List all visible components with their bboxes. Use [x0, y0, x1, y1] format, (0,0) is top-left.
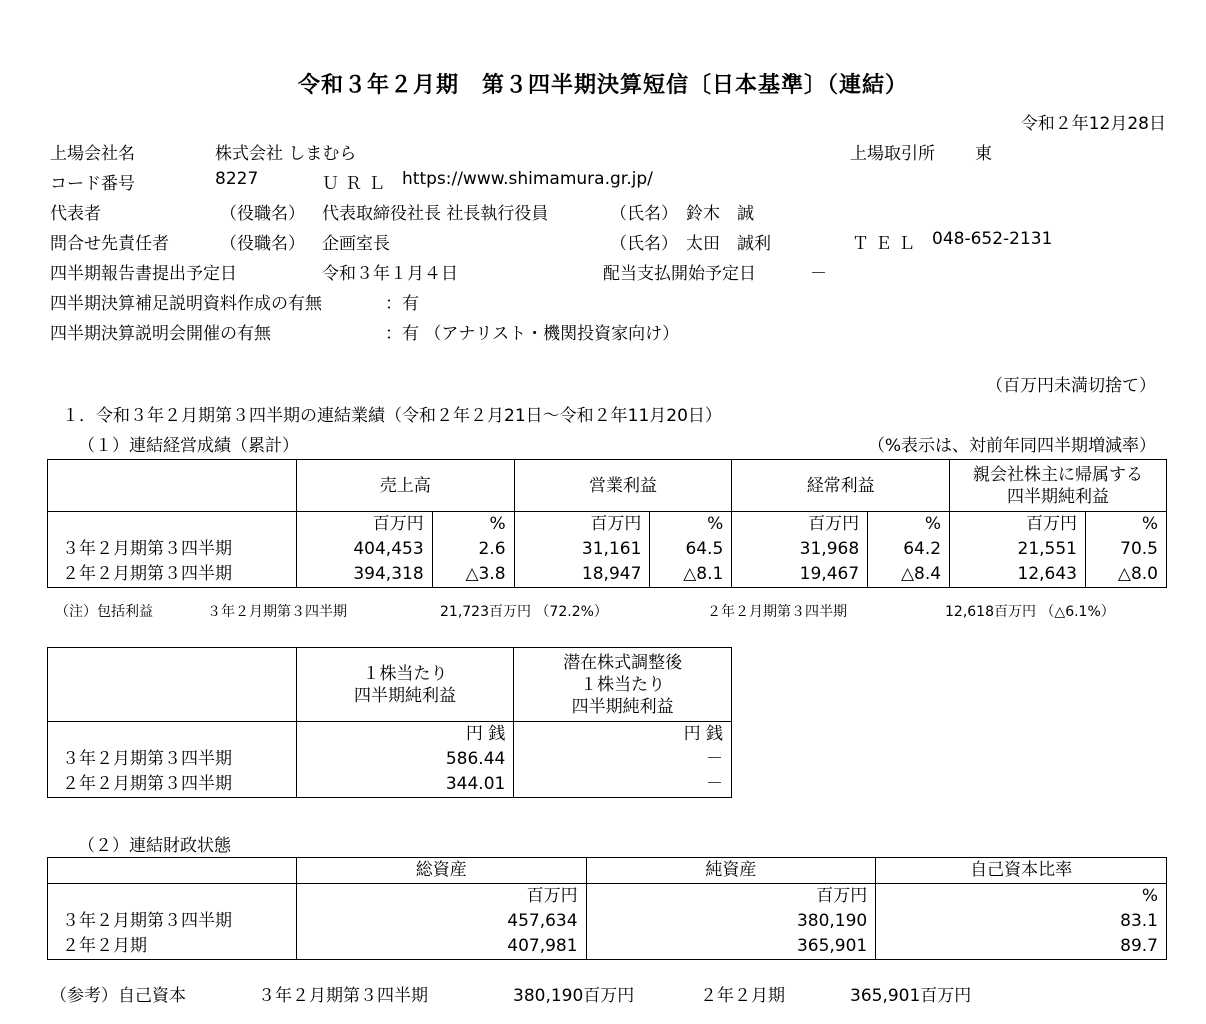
url-label: ＵＲＬ: [322, 174, 391, 194]
rep-name: 鈴木 誠: [686, 204, 754, 224]
unit-cell: 百万円: [514, 512, 650, 538]
header-net-assets: 純資産: [586, 858, 876, 884]
header-eps: １株当たり 四半期純利益: [296, 648, 514, 722]
supplementary-value: ：有: [385, 294, 419, 314]
tel-value: 048-652-2131: [932, 229, 1053, 249]
section1-subheading: （１）連結経営成績（累計）: [78, 436, 299, 456]
note-label: （注）包括利益: [55, 604, 153, 620]
unit-cell: %: [432, 512, 514, 538]
header-equity-ratio: 自己資本比率: [876, 858, 1167, 884]
report-date-value: 令和３年１月４日: [322, 264, 458, 284]
page-title: 令和３年２月期 第３四半期決算短信〔日本基準〕（連結）: [297, 73, 908, 98]
note-value-2: 12,618百万円 （△6.1%）: [945, 604, 1115, 620]
report-date: 令和２年12月28日: [1020, 114, 1166, 134]
supplementary-label: 四半期決算補足説明資料作成の有無: [50, 294, 322, 314]
contact-title: 企画室長: [322, 234, 390, 254]
code-label: コード番号: [50, 174, 135, 194]
header-net-income: 親会社株主に帰属する 四半期純利益: [950, 460, 1167, 512]
code-value: 8227: [215, 169, 259, 189]
contact-name: 太田 誠利: [686, 234, 771, 254]
company-label: 上場会社名: [50, 144, 135, 164]
unit-cell: 百万円: [732, 512, 868, 538]
note-period-2: ２年２月期第３四半期: [707, 604, 847, 620]
table-row: ３年２月期第３四半期 586.44 －: [48, 747, 732, 772]
unit-note: （百万円未満切捨て）: [986, 376, 1156, 396]
header-blank: [48, 460, 297, 512]
note-period-1: ３年２月期第３四半期: [207, 604, 347, 620]
header-sales: 売上高: [296, 460, 514, 512]
table-row: ３年２月期第３四半期 404,453 2.6 31,161 64.5 31,968 64.2 21,551 70.5: [48, 537, 1167, 562]
exchange-label: 上場取引所: [850, 144, 935, 164]
reference-period-2: ２年２月期: [700, 986, 785, 1006]
unit-cell: %: [876, 884, 1167, 910]
unit-cell: 百万円: [586, 884, 876, 910]
meeting-value: ：有 （アナリスト・機関投資家向け）: [385, 324, 680, 344]
reference-label: （参考）自己資本: [50, 986, 186, 1006]
row-label: ３年２月期第３四半期: [48, 537, 297, 562]
dividend-value: －: [810, 264, 827, 284]
table-row: ２年２月期第３四半期 344.01 －: [48, 772, 732, 798]
reference-period-1: ３年２月期第３四半期: [258, 986, 428, 1006]
unit-cell: 百万円: [950, 512, 1086, 538]
url-link[interactable]: https://www.shimamura.gr.jp/: [402, 169, 653, 189]
contact-label: 問合せ先責任者: [50, 234, 169, 254]
percent-note: （%表示は、対前年同四半期増減率）: [867, 436, 1156, 456]
contact-title-label: （役職名）: [220, 234, 305, 254]
row-label: ２年２月期第３四半期: [48, 562, 297, 588]
table-row: ２年２月期 407,981 365,901 89.7: [48, 934, 1167, 960]
representative-label: 代表者: [50, 204, 101, 224]
unit-cell: 百万円: [296, 512, 432, 538]
meeting-label: 四半期決算説明会開催の有無: [50, 324, 271, 344]
contact-name-label: （氏名）: [610, 234, 678, 254]
rep-title: 代表取締役社長 社長執行役員: [322, 204, 549, 224]
row-label: ２年２月期: [48, 934, 297, 960]
tel-label: ＴＥＬ: [852, 234, 921, 254]
section1-heading: １．令和３年２月期第３四半期の連結業績（令和２年２月21日～令和２年11月20日）: [62, 406, 722, 426]
exchange-value: 東: [975, 144, 992, 164]
note-value-1: 21,723百万円 （72.2%）: [440, 604, 608, 620]
report-date-label: 四半期報告書提出予定日: [50, 264, 237, 284]
financial-position-table: [47, 857, 1167, 960]
unit-cell: %: [650, 512, 732, 538]
table-row: ２年２月期第３四半期 394,318 △3.8 18,947 △8.1 19,467 △8.4 12,643 △8.0: [48, 562, 1167, 588]
reference-value-2: 365,901百万円: [850, 986, 972, 1006]
company-name: 株式会社 しまむら: [215, 144, 357, 164]
unit-cell: 円 銭: [296, 722, 514, 748]
row-label: ２年２月期第３四半期: [48, 772, 297, 798]
operating-results-table: [47, 459, 1167, 588]
rep-name-label: （氏名）: [610, 204, 678, 224]
unit-cell: 円 銭: [514, 722, 732, 748]
header-ordinary-income: 経常利益: [732, 460, 950, 512]
section2-subheading: （２）連結財政状態: [78, 836, 231, 856]
header-total-assets: 総資産: [296, 858, 586, 884]
row-label: ３年２月期第３四半期: [48, 909, 297, 934]
header-operating-income: 営業利益: [514, 460, 732, 512]
unit-cell: 百万円: [296, 884, 586, 910]
rep-title-label: （役職名）: [220, 204, 305, 224]
unit-cell: %: [1085, 512, 1166, 538]
unit-cell: %: [868, 512, 950, 538]
table-row: ３年２月期第３四半期 457,634 380,190 83.1: [48, 909, 1167, 934]
dividend-label: 配当支払開始予定日: [603, 264, 756, 284]
row-label: ３年２月期第３四半期: [48, 747, 297, 772]
header-diluted-eps: 潜在株式調整後 １株当たり 四半期純利益: [514, 648, 732, 722]
eps-table: [47, 647, 732, 798]
reference-value-1: 380,190百万円: [513, 986, 635, 1006]
